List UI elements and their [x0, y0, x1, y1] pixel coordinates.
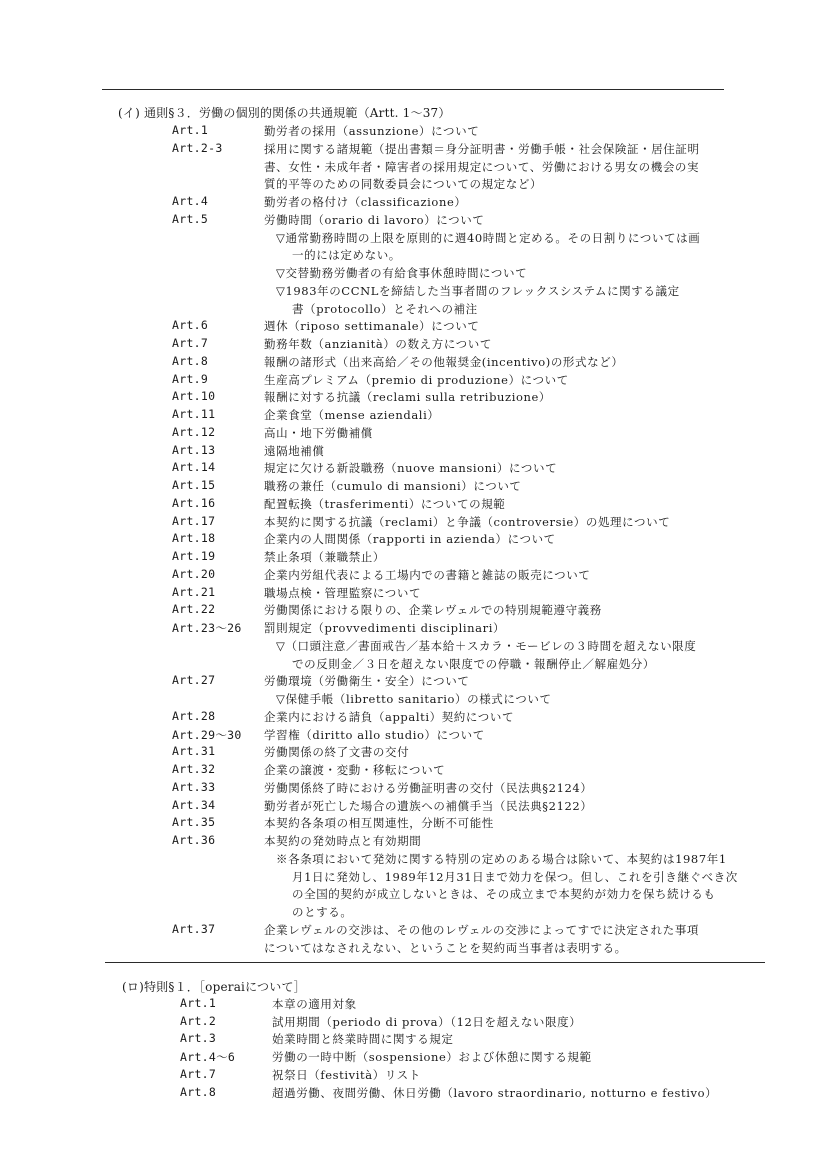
article-note-line: ▽通常勤務時間の上限を原則的に週40時間と定める。その日割りについては画 — [276, 230, 701, 245]
article-number: Art.2-3 — [172, 140, 223, 155]
article-description-line: 報酬の諸形式（出来高給／その他報奨金(incentivo)の形式など） — [264, 354, 624, 369]
article-number: Art.5 — [172, 211, 209, 226]
section1-heading: (イ) 通則§３．労働の個別的関係の共通規範（Artt. 1～37） — [118, 106, 451, 120]
article-number: Art.36 — [172, 833, 216, 847]
article-description-line: 週休（riposo settimanale）について — [264, 319, 480, 334]
article-description-line: 本章の適用対象 — [272, 997, 357, 1011]
article-number: Art.31 — [172, 744, 216, 759]
article-number: Art.34 — [172, 797, 216, 812]
article-description-line: 規定に欠ける新設職務（nuove mansioni）について — [264, 461, 558, 476]
article-description-line: 勤労者の格付け（classificazione） — [264, 195, 467, 209]
article-number: Art.32 — [172, 762, 216, 776]
article-description-line: 禁止条項（兼職禁止） — [264, 550, 385, 564]
article-description-line: 企業レヴェルの交渉は、その他のレヴェルの交渉によってすでに決定された事項 — [264, 922, 700, 937]
article-number: Art.9 — [172, 371, 209, 386]
article-description-line: 勤務年数（anzianità）の数え方について — [264, 337, 492, 351]
article-note-line: 月1日に発効し、1989年12月31日まで効力を保つ。但し、これを引き継ぐべき次 — [292, 869, 738, 884]
article-description-line: 書、女性・未成年者・障害者の採用規定について、労働における男女の機会の実 — [264, 159, 700, 174]
article-note-line: での反則金／３日を超えない限度での停職・報酬停止／解雇処分） — [292, 656, 655, 671]
article-description-line: 職場点検・管理監察について — [264, 585, 422, 600]
article-note-line: ▽1983年のCCNLを締結した当事者間のフレックスシステムに関する議定 — [276, 283, 680, 298]
article-number: Art.1 — [180, 996, 217, 1010]
article-description-line: 罰則規定（provvedimenti disciplinari） — [264, 621, 506, 635]
top-divider-line — [102, 89, 724, 90]
article-number: Art.4 — [172, 194, 209, 208]
article-number: Art.11 — [172, 407, 216, 421]
article-number: Art.16 — [172, 495, 216, 510]
article-description-line: 学習権（diritto allo studio）について — [264, 727, 485, 742]
article-note-line: 一的には定めない。 — [292, 248, 401, 263]
article-description-line: 労働関係終了時における労働証明書の交付（民法典§2124） — [264, 780, 593, 795]
article-note-line: 書（protocollo）とそれへの補注 — [292, 301, 478, 316]
article-number: Art.17 — [172, 513, 216, 528]
article-description-line: 勤労者が死亡した場合の遺族への補償手当（民法典§2122） — [264, 798, 593, 813]
article-number: Art.19 — [172, 549, 216, 563]
article-description-line: 配置転換（trasferimenti）についての規範 — [264, 496, 506, 511]
article-description-line: についてはなされえない、ということを契約両当事者は表明する。 — [264, 940, 627, 955]
article-note-line: ▽（口頭注意／書面戒告／基本給＋スカラ・モービレの３時間を超えない限度 — [276, 638, 697, 653]
article-description-line: 高山・地下労働補償 — [264, 425, 373, 440]
article-description-line: 本契約各条項の相互関連性，分断不可能性 — [264, 816, 494, 831]
article-number: Art.29～30 — [172, 727, 242, 742]
article-description-line: 企業食堂（mense aziendali） — [264, 408, 440, 422]
article-number: Art.35 — [172, 815, 216, 830]
article-number: Art.6 — [172, 318, 209, 333]
article-number: Art.22 — [172, 602, 216, 617]
article-description-line: 本契約の発効時点と有効期間 — [264, 834, 422, 848]
article-number: Art.37 — [172, 921, 216, 936]
article-description-line: 企業内における請負（appalti）契約について — [264, 709, 515, 724]
article-note-line: の全国的契約が成立しないときは、その成立まで本契約が効力を保ち続けるも — [292, 887, 716, 902]
article-note-line: ▽交替勤務労働者の有給食事休憩時間について — [276, 266, 528, 280]
article-description-line: 本契約に関する抗議（reclami）と争議（controversie）の処理について — [264, 514, 671, 529]
article-number: Art.23～26 — [172, 621, 242, 635]
article-number: Art.33 — [172, 779, 216, 794]
article-number: Art.10 — [172, 389, 216, 404]
article-description-line: 労働時間（orario di lavoro）について — [264, 212, 485, 227]
article-description-line: 労働関係における限りの、企業レヴェルでの特別規範遵守義務 — [264, 603, 602, 618]
article-note-line: ※各条項において発効に関する特別の定めのある場合は除いて、本契約は1987年1 — [276, 851, 727, 866]
article-description-line: 質的平等のための同数委員会についての規定など） — [264, 177, 543, 192]
article-number: Art.12 — [172, 424, 216, 439]
article-description-line: 試用期間（periodo di prova）（12日を超えない限度） — [272, 1014, 582, 1029]
article-description-line: 職務の兼任（cumulo di mansioni）について — [264, 479, 522, 493]
article-number: Art.1 — [172, 123, 209, 137]
article-description-line: 労働関係の終了文書の交付 — [264, 745, 410, 760]
article-description-line: 報酬に対する抗議（reclami sulla retribuzione） — [264, 390, 552, 405]
article-description-line: 労働の一時中断（sospensione）および休憩に関する規範 — [272, 1050, 592, 1065]
article-description-line: 採用に関する諸規範（提出書類＝身分証明書・労働手帳・社会保険証・居住証明 — [264, 141, 700, 156]
article-description-line: 始業時間と終業時間に関する規定 — [272, 1032, 454, 1047]
article-number: Art.7 — [172, 336, 209, 350]
article-description-line: 労働環境（労働衛生・安全）について — [264, 674, 470, 689]
article-number: Art.14 — [172, 460, 216, 475]
article-number: Art.7 — [180, 1066, 217, 1081]
article-number: Art.15 — [172, 478, 216, 492]
article-number: Art.18 — [172, 531, 216, 546]
section-divider-line — [105, 962, 765, 963]
article-number: Art.21 — [172, 584, 216, 599]
article-number: Art.3 — [180, 1031, 217, 1046]
article-description-line: 企業の譲渡・変動・移転について — [264, 763, 446, 777]
article-number: Art.28 — [172, 708, 216, 723]
article-description-line: 遠隔地補償 — [264, 443, 325, 458]
article-description-line: 勤労者の採用（assunzione）について — [264, 124, 480, 138]
article-number: Art.8 — [172, 353, 209, 368]
article-number: Art.20 — [172, 566, 216, 581]
article-note-line: のとする。 — [292, 905, 353, 919]
article-number: Art.4～6 — [180, 1050, 236, 1065]
section2-heading: (ロ)特則§１．［operaiについて］ — [122, 980, 306, 994]
article-description-line: 祝祭日（festività）リスト — [272, 1067, 421, 1082]
article-note-line: ▽保健手帳（libretto sanitario）の様式について — [276, 692, 552, 706]
article-description-line: 生産高プレミアム（premio di produzione）について — [264, 372, 569, 387]
article-number: Art.2 — [180, 1013, 217, 1028]
article-number: Art.13 — [172, 442, 216, 457]
article-number: Art.27 — [172, 673, 216, 688]
article-number: Art.8 — [180, 1084, 217, 1099]
article-description-line: 企業内の人間関係（rapporti in azienda）について — [264, 532, 556, 547]
article-description-line: 超過労働、夜間労働、休日労働（lavoro straordinario, notturno e festivo） — [272, 1085, 718, 1100]
article-description-line: 企業内労組代表による工場内での書籍と雑誌の販売について — [264, 567, 591, 582]
